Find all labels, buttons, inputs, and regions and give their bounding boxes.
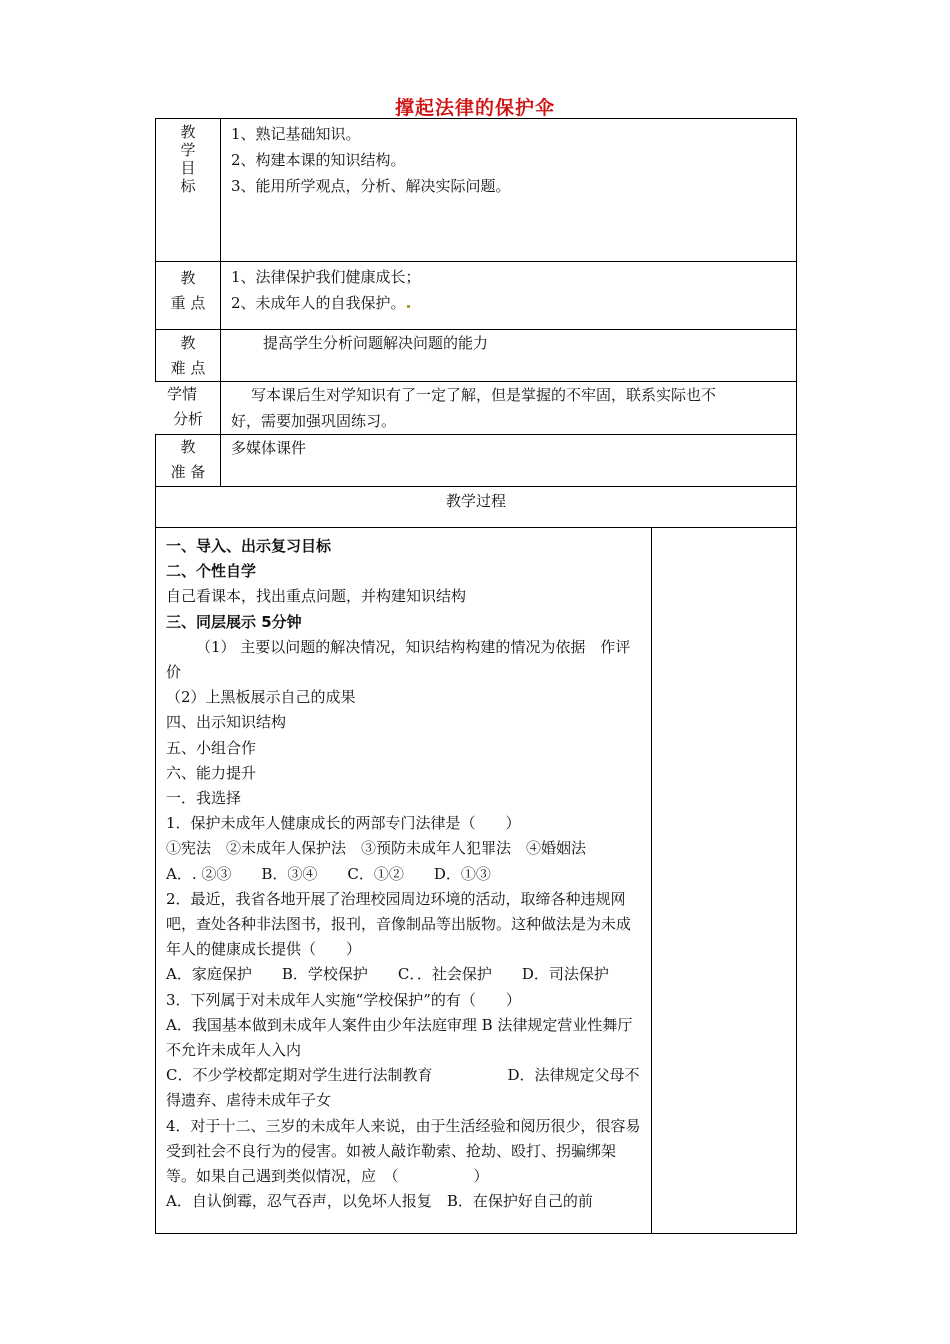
page-title: 撑起法律的保护伞	[394, 97, 555, 119]
process-line: 三、同层展示 5分钟	[166, 612, 302, 631]
difficulties-text: 提高学生分析问题解决问题的能力	[263, 334, 489, 352]
row-preparation	[156, 435, 797, 487]
objective-item: 3、能用所学观点，分析、解决实际问题。	[231, 177, 511, 195]
objectives-label	[156, 119, 221, 262]
process-line: 四、出示知识结构	[166, 713, 287, 732]
objectives-content	[221, 119, 797, 262]
key-point-item: 1、法律保护我们健康成长；	[231, 268, 421, 286]
row-key-points	[156, 262, 797, 330]
process-line: C．不少学校都定期对学生进行法制教育 D．法律规定父母不得遗弃、虐待未成年子女	[166, 1066, 640, 1110]
process-header: 教学过程	[156, 487, 797, 528]
process-line: A．家庭保护 B．学校保护 C．．社会保护 D．司法保护	[166, 965, 609, 984]
situation-label-line: 学情	[166, 385, 197, 403]
preparation-label-line: 准 备	[170, 463, 206, 481]
key-points-label-line: 重 点	[170, 294, 206, 312]
preparation-text: 多媒体课件	[231, 439, 307, 457]
objectives-label-line: 教	[180, 123, 196, 141]
process-line: 3．下列属于对未成年人实施“学校保护”的有（ ）	[166, 990, 521, 1009]
preparation-label-line: 教	[180, 438, 196, 456]
difficulties-label-line: 教	[180, 334, 196, 352]
objectives-label-line: 目	[180, 159, 196, 177]
key-point-text: 2、未成年人的自我保护。	[231, 294, 406, 312]
row-situation	[156, 382, 797, 435]
process-line: 4．对于十二、三岁的未成年人来说，由于生活经验和阅历很少，很容易受到社会不良行为的侵害。如被人敲诈勒索、抢劫、殴打、拐骗绑架等。如果自己遇到类似情况，应 （ ）	[166, 1116, 641, 1186]
process-content	[156, 528, 652, 1234]
row-difficulties	[156, 330, 797, 382]
process-line: 一．我选择	[166, 789, 242, 808]
key-points-content	[221, 262, 797, 330]
row-process-header	[156, 487, 797, 528]
process-line: ①宪法 ②未成年人保护法 ③预防未成年人犯罪法 ④婚姻法	[166, 839, 587, 858]
objective-item: 2、构建本课的知识结构。	[231, 151, 406, 169]
preparation-label	[156, 435, 221, 487]
lesson-plan-table	[155, 118, 797, 1234]
situation-text: 写本课后生对学知识有了一定了解，但是掌握的不牢固，联系实际也不好，需要加强巩固练习。	[231, 386, 717, 430]
process-line: 一、导入、出示复习目标	[166, 537, 332, 555]
row-process	[156, 528, 797, 1234]
mark-dot	[407, 305, 410, 308]
row-objectives	[156, 119, 797, 262]
preparation-content	[221, 435, 797, 487]
objectives-label-line: 标	[180, 177, 196, 195]
difficulties-content	[221, 330, 797, 382]
situation-label	[156, 382, 221, 435]
key-points-label	[156, 262, 221, 330]
difficulties-label	[156, 330, 221, 382]
process-line: 1．保护未成年人健康成长的两部专门法律是（ ）	[166, 814, 521, 833]
process-line: 2．最近，我省各地开展了治理校园周边环境的活动，取缔各种违规网吧，查处各种非法图书，报刊，音像制品等出版物。这种做法是为未成年人的健康成长提供（ ）	[166, 889, 632, 959]
difficulties-label-line: 难 点	[170, 359, 206, 377]
process-line: （1） 主要以问题的解决情况，知识结构构建的情况为依据 作评价	[166, 637, 631, 682]
situation-label-line: 分析	[172, 410, 203, 428]
key-points-label-line: 教	[180, 269, 196, 287]
process-line: 五、小组合作	[166, 738, 257, 757]
objective-item: 1、熟记基础知识。	[231, 125, 361, 143]
process-line: 二、个性自学	[166, 562, 257, 581]
process-notes-column	[652, 528, 797, 1234]
key-point-item	[231, 290, 796, 316]
process-list	[156, 528, 651, 1214]
process-line: 六、能力提升	[166, 763, 257, 782]
situation-content	[221, 382, 797, 435]
process-line: （2）上黑板展示自己的成果	[166, 688, 356, 707]
process-line: 自己看课本，找出重点问题，并构建知识结构	[166, 587, 467, 606]
process-line: A．自认倒霉，忍气吞声，以免坏人报复 B．在保护好自己的前	[166, 1192, 593, 1211]
objectives-label-line: 学	[180, 141, 196, 159]
process-line: A．. ②③ B．③④ C．①② D．①③	[166, 864, 491, 883]
process-line: A．我国基本做到未成年人案件由少年法庭审理 B 法律规定营业性舞厅不允许未成年人入内	[166, 1015, 633, 1060]
